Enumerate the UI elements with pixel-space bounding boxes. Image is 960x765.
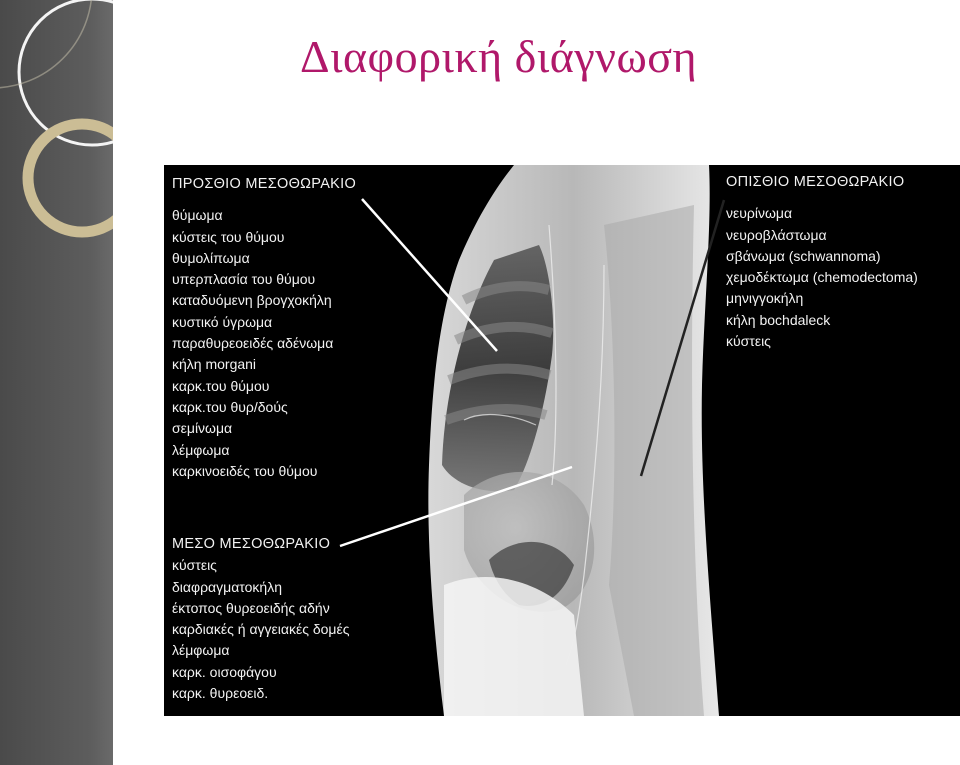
slide-title: Διαφορική διάγνωση: [300, 31, 698, 82]
list-item: κυστικό ύγρωμα: [172, 313, 273, 330]
list-item: καρκ.του θυρ/δούς: [172, 398, 288, 415]
list-item: κήλη bochdaleck: [726, 311, 831, 328]
list-item: μηνιγγοκήλη: [726, 290, 804, 307]
middle-mediastinum-list: [172, 534, 350, 704]
list-item: χεμοδέκτωμα (chemodectoma): [726, 269, 918, 286]
list-item: καρδιακές ή αγγειακές δομές: [172, 621, 350, 638]
list-item: σεμίνωμα: [172, 420, 233, 437]
list-item: θυμολίπωμα: [172, 249, 250, 266]
posterior-heading: ΟΠΙΣΘΙΟ ΜΕΣΟΘΩΡΑΚΙΟ: [726, 174, 905, 190]
list-item: λέμφωμα: [172, 441, 230, 458]
list-item: καρκ. οισοφάγου: [172, 663, 277, 680]
chest-xray-figure: [164, 165, 960, 716]
list-item: καρκ. θυρεοειδ.: [172, 685, 269, 702]
posterior-mediastinum-list: [726, 172, 918, 352]
list-item: σβάνωμα (schwannoma): [726, 247, 881, 264]
list-item: νευρίνωμα: [726, 205, 793, 222]
list-item: υπερπλασία του θύμου: [172, 271, 316, 288]
list-item: έκτοπος θυρεοειδής αδήν: [172, 599, 330, 616]
list-item: λέμφωμα: [172, 642, 230, 659]
list-item: κύστεις: [172, 557, 217, 574]
decorative-rings: [0, 0, 113, 300]
list-item: κύστεις: [726, 333, 771, 350]
list-item: κύστεις του θύμου: [172, 228, 285, 245]
middle-heading: ΜΕΣΟ ΜΕΣΟΘΩΡΑΚΙΟ: [172, 536, 331, 552]
list-item: θύμωμα: [172, 207, 223, 224]
list-item: παραθυρεοειδές αδένωμα: [172, 335, 334, 352]
anterior-mediastinum-list: [172, 174, 356, 482]
list-item: καρκινοειδές του θύμου: [172, 462, 318, 479]
anterior-heading: ΠΡΟΣΘΙΟ ΜΕΣΟΘΩΡΑΚΙΟ: [172, 176, 357, 192]
slide-side-bar: [0, 0, 113, 765]
list-item: καταδυόμενη βρογχοκήλη: [172, 292, 332, 309]
list-item: νευροβλάστωμα: [726, 226, 827, 243]
list-item: καρκ.του θύμου: [172, 377, 270, 394]
list-item: διαφραγματοκήλη: [172, 578, 282, 595]
list-item: κήλη morgani: [172, 356, 257, 373]
